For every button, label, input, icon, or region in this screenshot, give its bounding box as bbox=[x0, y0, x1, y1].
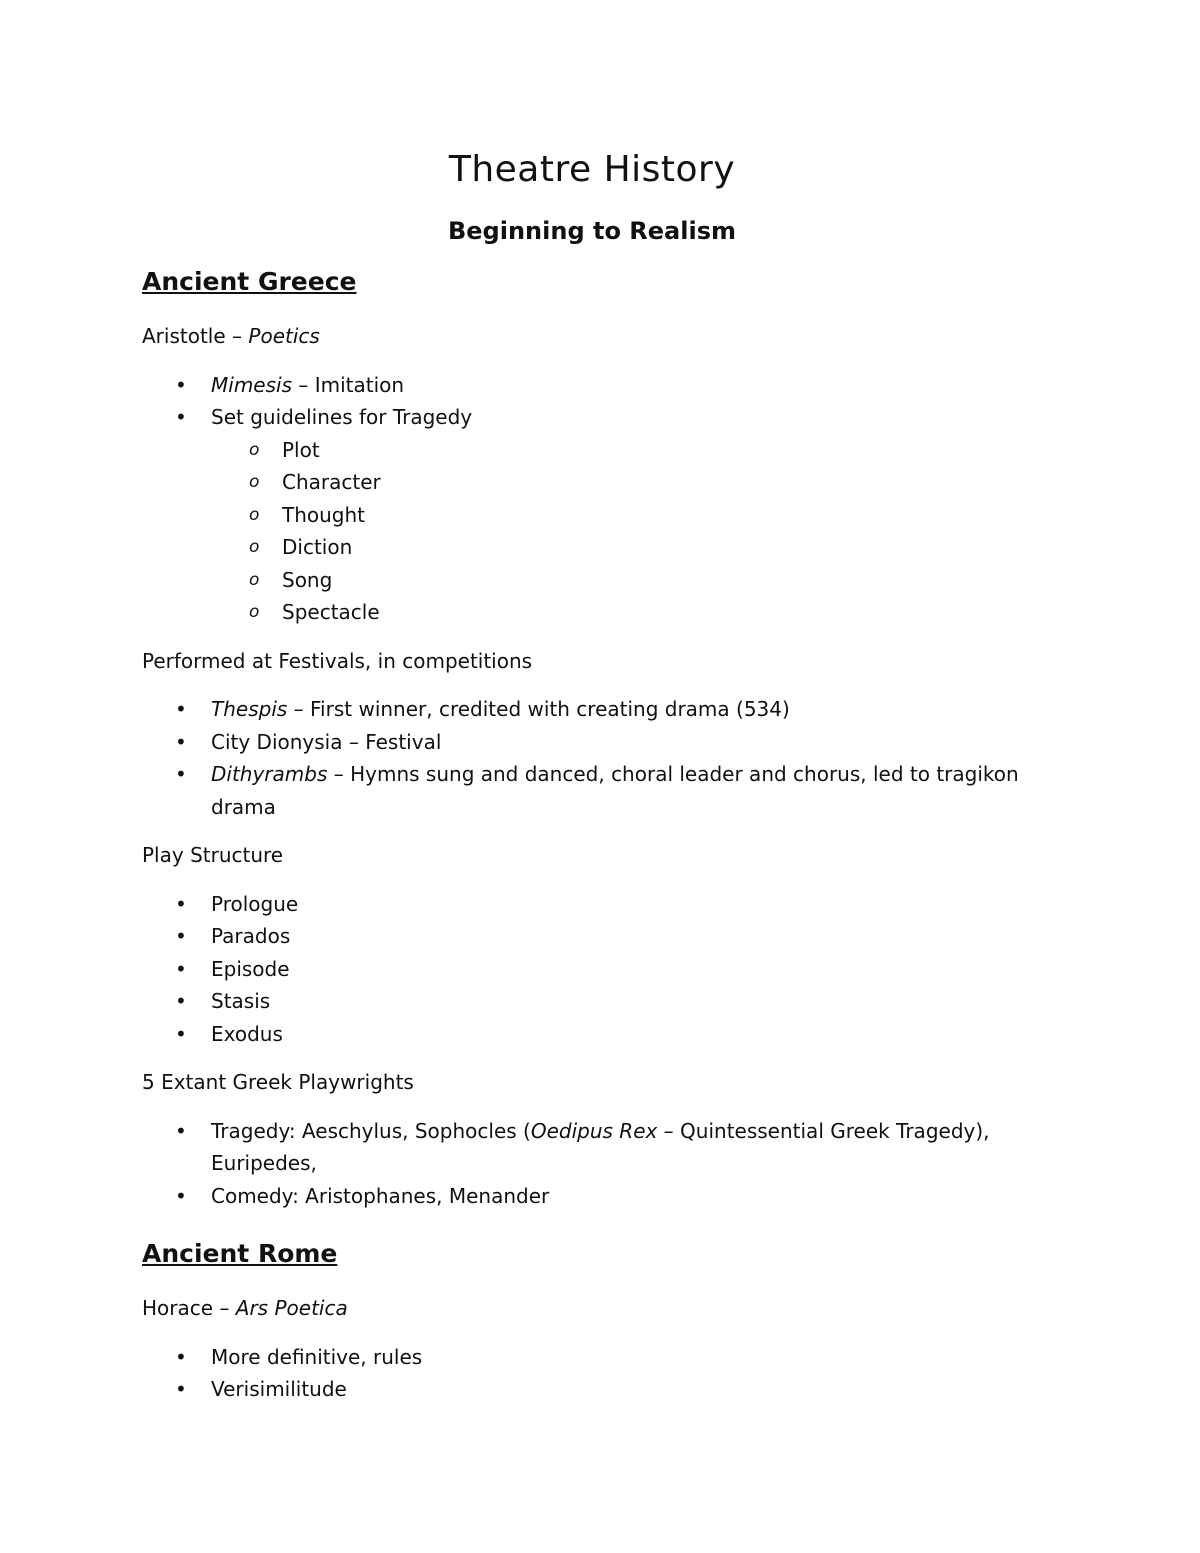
festivals-intro: Performed at Festivals, in competitions bbox=[142, 648, 533, 673]
list-item: • Prologue bbox=[142, 888, 1042, 921]
playwrights-intro: 5 Extant Greek Playwrights bbox=[142, 1070, 414, 1094]
aristotle-name: Aristotle bbox=[142, 324, 226, 348]
list-item: • Mimesis – Imitation bbox=[142, 369, 1042, 402]
festivals-list bbox=[142, 693, 1042, 823]
list-item: • Tragedy: Aeschylus, Sophocles (Oedipus Rex – Quintessential Greek Tragedy), Euripedes, bbox=[142, 1115, 1042, 1180]
document-title: Theatre History bbox=[448, 149, 736, 190]
playwrights-list bbox=[142, 1115, 1042, 1213]
list-item: • Episode bbox=[142, 953, 1042, 986]
list-item: • Parados bbox=[142, 920, 1042, 953]
list-item: o Diction bbox=[142, 531, 1042, 564]
list-item: • Verisimilitude bbox=[142, 1373, 1042, 1406]
list-item: • Set guidelines for Tragedy o Plot o Character o Thought o Diction o Song o Spectacle bbox=[142, 401, 1042, 629]
structure-intro: Play Structure bbox=[142, 843, 284, 867]
list-item: o Plot bbox=[142, 434, 1042, 467]
list-item: • Comedy: Aristophanes, Menander bbox=[142, 1180, 1042, 1213]
structure-list bbox=[142, 888, 1042, 1051]
aristotle-work: Poetics bbox=[248, 324, 320, 348]
list-item: o Spectacle bbox=[142, 596, 1042, 629]
tragedy-elements-list bbox=[211, 434, 1042, 629]
list-item: • Exodus bbox=[142, 1018, 1042, 1051]
document-page bbox=[142, 140, 1042, 1406]
horace-line: Horace – Ars Poetica bbox=[142, 1296, 348, 1320]
horace-points-list bbox=[142, 1341, 1042, 1406]
section-heading-ancient-greece: Ancient Greece bbox=[142, 267, 357, 296]
section-heading-ancient-rome: Ancient Rome bbox=[142, 1239, 338, 1268]
list-item: • City Dionysia – Festival bbox=[142, 726, 1042, 759]
list-item: o Thought bbox=[142, 499, 1042, 532]
horace-work: Ars Poetica bbox=[235, 1296, 348, 1320]
aristotle-line: Aristotle – Poetics bbox=[142, 324, 320, 348]
horace-name: Horace bbox=[142, 1296, 214, 1320]
aristotle-points-list bbox=[142, 369, 1042, 629]
list-item: • Thespis – First winner, credited with creating drama (534) bbox=[142, 693, 1042, 726]
list-item: • More definitive, rules bbox=[142, 1341, 1042, 1374]
list-item: o Song bbox=[142, 564, 1042, 597]
list-item: • Dithyrambs – Hymns sung and danced, choral leader and chorus, led to tragikon drama bbox=[142, 758, 1042, 823]
list-item: o Character bbox=[142, 466, 1042, 499]
document-subtitle: Beginning to Realism bbox=[447, 217, 736, 245]
list-item: • Stasis bbox=[142, 985, 1042, 1018]
